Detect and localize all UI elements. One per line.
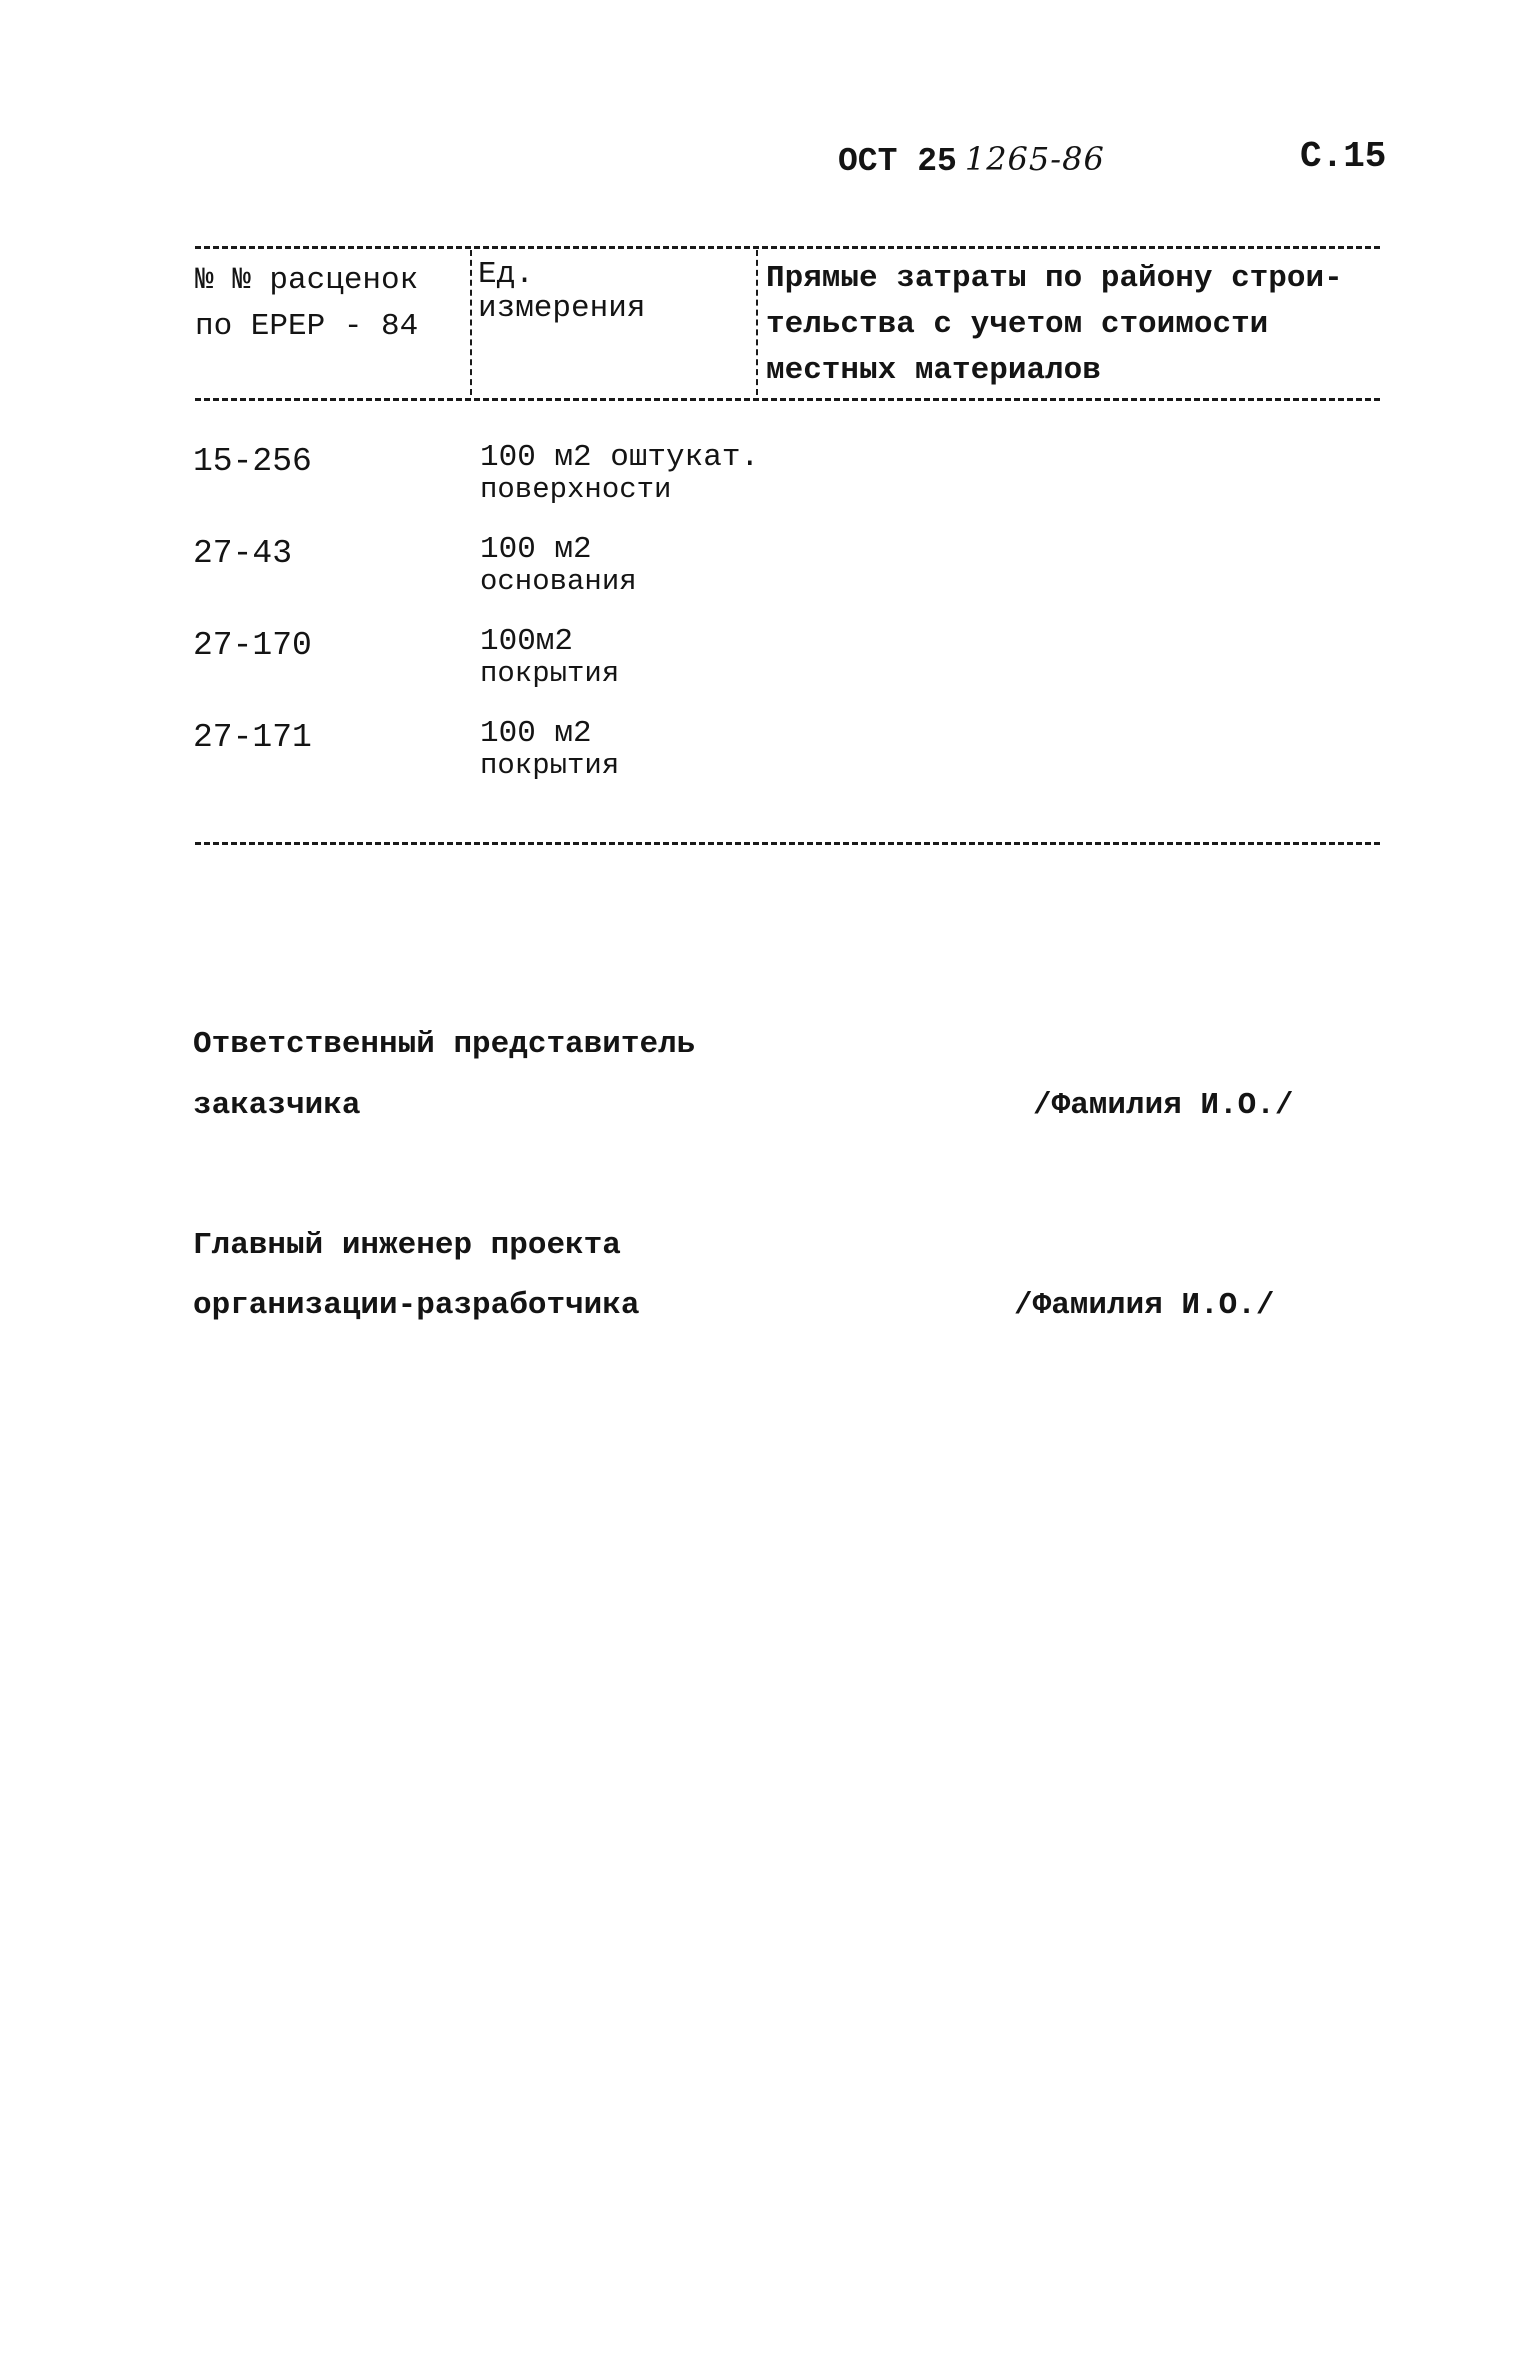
column-header-direct-costs: Прямые затраты по району строи- тельства с учетом стоимости местных материалов (766, 261, 1343, 388)
price-code: 15-256 (193, 443, 312, 480)
column-separator (756, 250, 758, 395)
column-header-price-codes: № № расценок по ЕРЕР - 84 (195, 263, 419, 344)
signature-name-placeholder: /Фамилия И.О./ (1014, 1288, 1275, 1323)
signature-title-line: заказчика (193, 1088, 361, 1123)
standard-number: 1265-86 (964, 140, 1105, 178)
column-separator (470, 250, 472, 395)
unit-of-measure: 100 м2 основания (480, 532, 637, 598)
table-bottom-rule (195, 842, 1380, 845)
standard-code: ОСТ 25 (838, 143, 957, 180)
signature-title-line: организации-разработчика (193, 1288, 640, 1323)
table-header-rule (195, 398, 1380, 401)
price-code: 27-171 (193, 719, 312, 756)
unit-of-measure: 100 м2 оштукат. поверхности (480, 440, 760, 506)
signature-name-placeholder: /Фамилия И.О./ (1033, 1088, 1294, 1123)
page-number: С.15 (1300, 136, 1387, 177)
signature-title-line: Главный инженер проекта (193, 1228, 621, 1263)
table-top-rule (195, 246, 1380, 249)
unit-of-measure: 100 м2 покрытия (480, 716, 620, 782)
price-code: 27-43 (193, 535, 293, 572)
standard-designation (838, 140, 1105, 180)
unit-of-measure: 100м2 покрытия (480, 624, 620, 690)
column-header-unit: Ед. измерения (478, 257, 646, 326)
price-code: 27-170 (193, 627, 312, 664)
signature-title-line: Ответственный представитель (193, 1027, 696, 1062)
